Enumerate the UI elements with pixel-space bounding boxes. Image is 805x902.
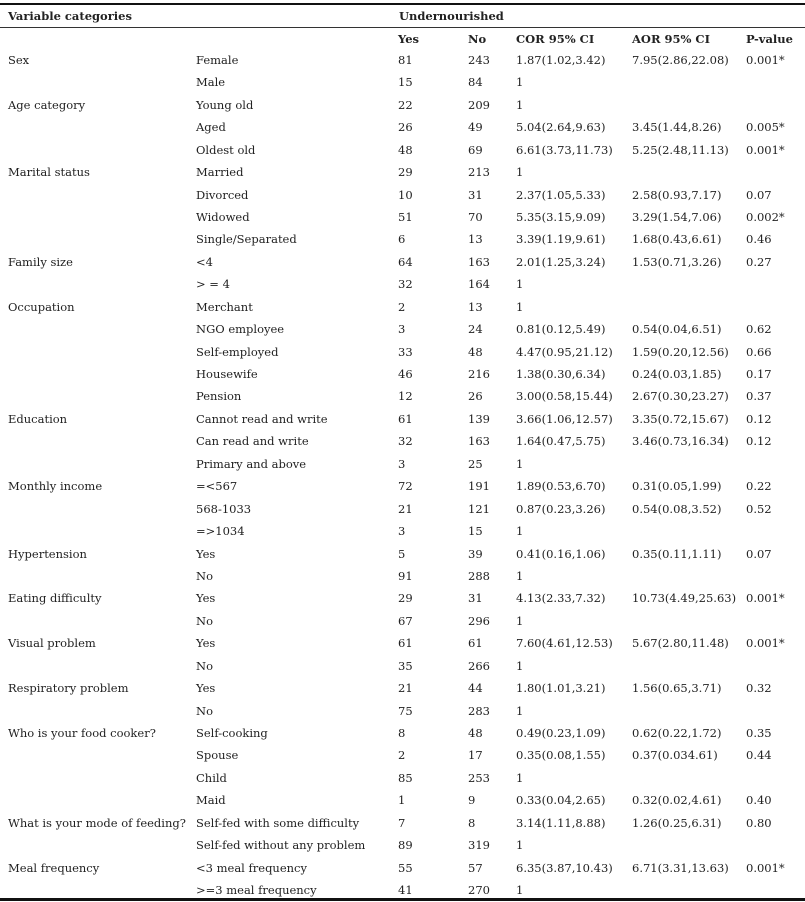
cell-yes-count: 67 [398,613,413,628]
cell-cor: 6.61(3.73,11.73) [516,142,613,157]
cell-pvalue: 0.66 [746,344,772,359]
cell-no-count: 209 [468,97,490,112]
cell-yes-count: 1 [398,793,406,808]
cell-pvalue: 0.07 [746,187,772,202]
cell-aor: 3.29(1.54,7.06) [632,210,722,224]
cell-category: Yes [196,591,216,606]
cell-cor: 1 [516,613,524,628]
cell-category: Spouse [196,748,239,763]
cell-pvalue: 0.001* [746,142,785,157]
cell-yes-count: 6 [398,232,406,247]
table-bottom-rule [0,898,805,901]
cell-cor: 1 [516,165,524,180]
cell-pvalue: 0.32 [746,681,772,695]
cell-variable: Who is your food cooker? [8,725,156,740]
cell-pvalue: 0.07 [746,546,772,561]
cell-category: Yes [196,681,216,695]
cell-yes-count: 3 [398,456,406,471]
cell-no-count: 26 [468,389,483,404]
cell-yes-count: 8 [398,725,406,740]
cell-pvalue: 0.46 [746,232,772,247]
cell-cor: 6.35(3.87,10.43) [516,860,613,875]
cell-no-count: 61 [468,636,483,651]
cell-variable: Age category [8,97,86,112]
cell-no-count: 266 [468,658,490,673]
cell-category: Yes [196,546,216,561]
cell-no-count: 13 [468,232,483,247]
cell-variable: Monthly income [8,479,103,494]
cell-category: No [196,568,213,583]
cell-pvalue: 0.44 [746,748,772,763]
cell-no-count: 13 [468,299,483,314]
cell-category: Primary and above [196,456,307,471]
cell-aor: 3.46(0.73,16.34) [632,434,729,449]
cell-cor: 0.41(0.16,1.06) [516,546,606,561]
cell-category: Cannot read and write [196,411,328,426]
cell-no-count: 48 [468,344,483,359]
cell-pvalue: 0.001* [746,636,785,651]
cell-variable: Education [8,411,68,426]
cell-yes-count: 91 [398,568,413,583]
cell-no-count: 8 [468,815,476,830]
cell-category: 568-1033 [196,501,252,516]
cell-yes-count: 46 [398,367,413,381]
cell-aor: 0.37(0.034.61) [632,748,718,763]
cell-no-count: 164 [468,277,490,292]
cell-cor: 3.00(0.58,15.44) [516,389,613,404]
cell-pvalue: 0.35 [746,725,772,740]
cell-pvalue: 0.27 [746,254,772,269]
cell-yes-count: 21 [398,501,413,516]
cell-aor: 0.54(0.04,6.51) [632,322,722,337]
cell-no-count: 270 [468,882,490,897]
cell-no-count: 17 [468,748,483,763]
cell-yes-count: 41 [398,882,413,897]
cell-cor: 3.14(1.11,8.88) [516,815,606,830]
cell-yes-count: 85 [398,770,413,785]
cell-yes-count: 5 [398,546,406,561]
cell-variable: What is your mode of feeding? [8,815,186,830]
cell-aor: 1.26(0.25,6.31) [632,815,722,830]
cell-cor: 1 [516,882,524,897]
cell-cor: 1.80(1.01,3.21) [516,681,606,695]
cell-variable: Meal frequency [8,860,100,875]
cell-category: <4 [196,254,213,269]
cell-category: Young old [196,97,254,112]
cell-cor: 1.89(0.53,6.70) [516,479,606,494]
cell-category: No [196,658,213,673]
cell-category: =<567 [196,479,238,494]
cell-cor: 1 [516,97,524,112]
cell-no-count: 243 [468,53,490,67]
cell-category: Oldest old [196,142,256,157]
cell-variable: Eating difficulty [8,591,102,606]
cell-category: Maid [196,793,226,808]
cell-cor: 1 [516,299,524,314]
cell-no-count: 24 [468,322,483,337]
cell-pvalue: 0.001* [746,591,785,606]
cell-cor: 5.04(2.64,9.63) [516,120,606,135]
cell-aor: 1.53(0.71,3.26) [632,254,722,269]
cell-no-count: 191 [468,479,490,494]
cell-aor: 0.54(0.08,3.52) [632,501,722,516]
cell-cor: 3.66(1.06,12.57) [516,411,613,426]
cell-category: No [196,703,213,718]
cell-pvalue: 0.005* [746,120,785,135]
cell-category: Housewife [196,367,258,381]
cell-no-count: 139 [468,411,490,426]
header-yes: Yes [398,32,420,46]
cell-yes-count: 26 [398,120,413,135]
cell-no-count: 25 [468,456,483,471]
cell-yes-count: 48 [398,142,413,157]
cell-yes-count: 10 [398,187,413,202]
cell-category: Aged [196,120,226,135]
cell-pvalue: 0.001* [746,860,785,875]
cell-category: =>1034 [196,524,245,538]
cell-yes-count: 81 [398,53,413,67]
cell-pvalue: 0.001* [746,53,785,67]
cell-cor: 3.39(1.19,9.61) [516,232,606,247]
cell-aor: 0.32(0.02,4.61) [632,793,722,808]
cell-pvalue: 0.80 [746,815,772,830]
cell-yes-count: 3 [398,322,406,337]
cell-aor: 2.58(0.93,7.17) [632,187,722,202]
cell-no-count: 253 [468,770,490,785]
cell-category: <3 meal frequency [196,860,307,875]
cell-category: Widowed [196,210,250,224]
cell-yes-count: 15 [398,75,413,90]
cell-cor: 0.35(0.08,1.55) [516,748,606,763]
cell-no-count: 121 [468,501,490,516]
cell-yes-count: 33 [398,344,413,359]
cell-category: No [196,613,213,628]
cell-pvalue: 0.37 [746,389,772,404]
header-cor: COR 95% CI [516,32,595,46]
cell-aor: 6.71(3.31,13.63) [632,860,729,875]
cell-aor: 7.95(2.86,22.08) [632,53,729,67]
cell-yes-count: 61 [398,411,413,426]
cell-yes-count: 29 [398,165,413,180]
cell-yes-count: 75 [398,703,413,718]
cell-category: Divorced [196,187,249,202]
cell-variable: Marital status [8,165,90,180]
cell-aor: 2.67(0.30,23.27) [632,389,729,404]
cell-no-count: 163 [468,254,490,269]
cell-cor: 1 [516,658,524,673]
cell-category: Child [196,770,227,785]
cell-yes-count: 72 [398,479,413,494]
cell-pvalue: 0.22 [746,479,772,494]
cell-no-count: 296 [468,613,490,628]
cell-aor: 0.24(0.03,1.85) [632,367,722,381]
cell-aor: 3.35(0.72,15.67) [632,411,729,426]
cell-category: Self-fed with some difficulty [196,815,360,830]
header-variable-categories: Variable categories [8,9,132,23]
header-aor: AOR 95% CI [632,32,710,46]
cell-cor: 1 [516,277,524,292]
cell-variable: Occupation [8,299,75,314]
header-pvalue: P-value [746,32,793,46]
cell-cor: 1 [516,524,524,538]
cell-category: NGO employee [196,322,285,337]
cell-category: >=3 meal frequency [196,882,317,897]
cell-category: Female [196,53,239,67]
cell-aor: 10.73(4.49,25.63) [632,591,737,606]
cell-category: Yes [196,636,216,651]
cell-yes-count: 64 [398,254,413,269]
cell-no-count: 319 [468,838,490,852]
cell-no-count: 283 [468,703,490,718]
cell-cor: 2.01(1.25,3.24) [516,254,606,269]
cell-pvalue: 0.17 [746,367,772,381]
cell-pvalue: 0.52 [746,501,772,516]
cell-no-count: 44 [468,681,483,695]
cell-aor: 5.25(2.48,11.13) [632,142,729,157]
cell-no-count: 216 [468,367,490,381]
cell-category: Merchant [196,299,253,314]
cell-yes-count: 61 [398,636,413,651]
cell-variable: Respiratory problem [8,681,129,695]
cell-aor: 0.31(0.05,1.99) [632,479,722,494]
cell-yes-count: 32 [398,434,413,449]
cell-category: Single/Separated [196,232,297,247]
cell-yes-count: 35 [398,658,413,673]
cell-no-count: 288 [468,568,490,583]
cell-aor: 3.45(1.44,8.26) [632,120,722,135]
cell-cor: 0.81(0.12,5.49) [516,322,606,337]
cell-no-count: 70 [468,210,483,224]
cell-no-count: 163 [468,434,490,449]
cell-category: Self-fed without any problem [196,838,366,852]
cell-no-count: 49 [468,120,483,135]
cell-cor: 7.60(4.61,12.53) [516,636,613,651]
cell-category: Pension [196,389,242,404]
cell-cor: 4.13(2.33,7.32) [516,591,606,606]
cell-cor: 1 [516,568,524,583]
cell-no-count: 57 [468,860,483,875]
cell-no-count: 31 [468,187,483,202]
cell-cor: 0.33(0.04,2.65) [516,793,606,808]
cell-cor: 1.38(0.30,6.34) [516,367,606,381]
cell-cor: 1.64(0.47,5.75) [516,434,606,449]
header-no: No [468,32,487,46]
cell-cor: 1 [516,838,524,852]
cell-yes-count: 2 [398,299,406,314]
cell-pvalue: 0.62 [746,322,772,337]
cell-yes-count: 51 [398,210,413,224]
cell-cor: 5.35(3.15,9.09) [516,210,606,224]
cell-cor: 1 [516,703,524,718]
cell-no-count: 9 [468,793,476,808]
cell-no-count: 15 [468,524,483,538]
cell-no-count: 69 [468,142,483,157]
cell-pvalue: 0.002* [746,210,785,224]
cell-yes-count: 12 [398,389,413,404]
cell-cor: 0.49(0.23,1.09) [516,725,606,740]
cell-category: Self-cooking [196,725,268,740]
cell-aor: 1.68(0.43,6.61) [632,232,722,247]
cell-aor: 0.35(0.11,1.11) [632,546,722,561]
cell-category: Can read and write [196,434,309,449]
cell-yes-count: 32 [398,277,413,292]
cell-cor: 1.87(1.02,3.42) [516,53,606,67]
cell-variable: Hypertension [8,546,87,561]
cell-aor: 1.56(0.65,3.71) [632,681,722,695]
cell-yes-count: 7 [398,815,406,830]
cell-yes-count: 22 [398,97,413,112]
cell-cor: 4.47(0.95,21.12) [516,344,613,359]
cell-no-count: 48 [468,725,483,740]
cell-cor: 1 [516,456,524,471]
cell-pvalue: 0.12 [746,411,772,426]
header-undernourished: Undernourished [399,9,504,23]
cell-aor: 0.62(0.22,1.72) [632,725,722,740]
cell-aor: 1.59(0.20,12.56) [632,344,729,359]
cell-yes-count: 29 [398,591,413,606]
cell-no-count: 213 [468,165,490,180]
cell-yes-count: 55 [398,860,413,875]
cell-no-count: 39 [468,546,483,561]
cell-yes-count: 3 [398,524,406,538]
cell-no-count: 31 [468,591,483,606]
cell-category: Married [196,165,244,180]
cell-yes-count: 89 [398,838,413,852]
cell-pvalue: 0.40 [746,793,772,808]
cell-yes-count: 21 [398,681,413,695]
cell-cor: 2.37(1.05,5.33) [516,187,606,202]
cell-aor: 5.67(2.80,11.48) [632,636,729,651]
cell-cor: 0.87(0.23,3.26) [516,501,606,516]
cell-variable: Visual problem [8,636,96,651]
cell-category: Self-employed [196,344,279,359]
cell-variable: Sex [8,53,30,67]
cell-cor: 1 [516,75,524,90]
cell-category: Male [196,75,226,90]
cell-category: > = 4 [196,277,230,292]
cell-cor: 1 [516,770,524,785]
cell-variable: Family size [8,254,73,269]
cell-pvalue: 0.12 [746,434,772,449]
cell-no-count: 84 [468,75,483,90]
cell-yes-count: 2 [398,748,406,763]
